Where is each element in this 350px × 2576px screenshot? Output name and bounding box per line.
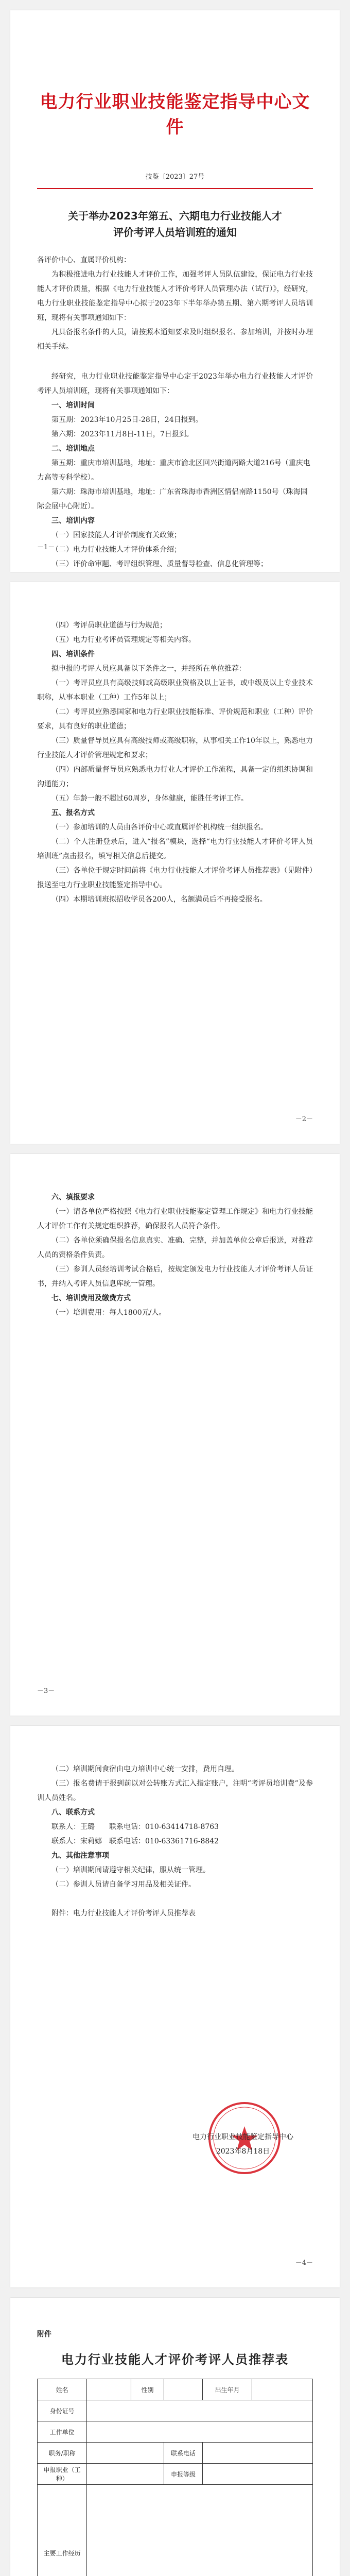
notice-title-line-2: 评价考评人员培训班的通知 [113, 226, 237, 239]
section-5-item: （二）个人注册登录后，进入“报名”模块，选择“电力行业技能人才评价考评人员培训班”点击报名，填写相关信息后提交。 [37, 838, 313, 860]
section-4-item: （四）内部质量督导员应熟悉电力行业人才评价工作流程，具备一定的组织协调和沟通能力； [37, 766, 313, 788]
form-label-birth: 出生年月 [202, 2379, 252, 2400]
section-2-item: 第六期：珠海市培训基地，地址：广东省珠海市香洲区情侣南路1150号（珠海国际会展中心附近）。 [37, 488, 308, 511]
signature-block [192, 2130, 293, 2159]
form-field-id[interactable] [87, 2400, 313, 2421]
section-7-item: （一）培训费用：每人1800元/人。 [51, 1309, 166, 1317]
notice-title [37, 208, 313, 241]
section-7-item: （三）报名费请于报到前以对公转账方式汇入指定账户，注明“考评员培训费”及参训人员姓名。 [37, 1780, 313, 1802]
section-1-item: 第五期：2023年10月25日-28日，24日报到。 [51, 416, 203, 424]
signature-date: 2023年8月18日 [216, 2147, 270, 2156]
form-field-resume[interactable] [87, 2485, 313, 2576]
notice-title-line-1: 关于举办2023年第五、六期电力行业技能人才 [68, 210, 282, 222]
form-label-id: 身份证号 [38, 2400, 87, 2421]
form-label-unit: 工作单位 [38, 2421, 87, 2443]
section-3-item: （一）国家技能人才评价制度有关政策； [51, 531, 181, 539]
attachment-reference: 附件：电力行业技能人才评价考评人员推荐表 [51, 1909, 196, 1918]
form-field-occupation[interactable] [87, 2464, 164, 2485]
intro-paragraph-1: 为积极推进电力行业技能人才评价工作，加强考评人员队伍建设，保证电力行业技能人才评价质量，根据《电力行业技能人才评价考评人员管理办法（试行）》，经研究，电力行业职业技能鉴定指导中心拟于2023年下半年举办第五期、第六期考评人员培训班，现将有关事项通知如下： [37, 270, 313, 322]
contact-line: 联系人：宋莉娜 联系电话：010-63361716-8842 [51, 1837, 219, 1845]
section-4-item: （二）考评员应熟悉国家和电力行业职业技能标准、评价规范和职业（工种）评价要求，具有良好的职业道德； [37, 708, 313, 731]
recommendation-form-table [37, 2379, 313, 2576]
form-label-phone: 联系电话 [164, 2443, 203, 2464]
document-page-1 [10, 10, 340, 572]
table-row [38, 2443, 313, 2464]
page-number: －2－ [295, 1115, 313, 1123]
section-3-item: （三）评价命审题、考评组织管理、质量督导检查、信息化管理等； [51, 560, 268, 568]
section-5-item: （一）参加培训的人员由各评价中心或直属评价机构统一组织报名。 [51, 823, 268, 832]
section-7-heading: 七、培训费用及缴费方式 [51, 1294, 131, 1302]
salutation: 各评价中心、直属评价机构： [37, 256, 131, 264]
section-3-item: （四）考评员职业道德与行为规范； [51, 621, 167, 630]
form-field-gender[interactable] [164, 2379, 203, 2400]
section-5-heading: 五、报名方式 [51, 809, 95, 817]
section-6-item: （二）各单位须确保报名信息真实、准确、完整，并加盖单位公章后报送，对推荐人员的资格条件负责。 [37, 1236, 313, 1259]
table-row [38, 2421, 313, 2443]
training-intro: 经研究，电力行业职业技能鉴定指导中心定于2023年举办电力行业技能人才评价考评人员培训班，现将有关事项通知如下： [37, 372, 313, 395]
form-field-level[interactable] [202, 2464, 312, 2485]
section-1-heading: 一、培训时间 [51, 401, 95, 410]
form-label-occupation: 申报职业（工种） [38, 2464, 87, 2485]
attachment-page [10, 2298, 340, 2576]
page-number: －4－ [295, 2259, 313, 2267]
form-field-birth[interactable] [252, 2379, 313, 2400]
section-9-heading: 九、其他注意事项 [51, 1852, 109, 1860]
section-6-item: （一）请各单位严格按照《电力行业职业技能鉴定管理工作规定》和电力行业技能人才评价工作有关规定组织推荐，确保报名人员符合条件。 [37, 1208, 313, 1230]
red-divider [37, 188, 313, 189]
document-page-2 [10, 582, 340, 1144]
table-row [38, 2464, 313, 2485]
section-5-item: （三）各单位于规定时间前将《电力行业技能人才评价考评人员推荐表》（见附件）报送至电力行业职业技能鉴定指导中心。 [37, 867, 313, 889]
form-label-name: 姓名 [38, 2379, 87, 2400]
section-6-heading: 六、填报要求 [51, 1193, 95, 1201]
section-3-item: （二）电力行业技能人才评价体系介绍； [51, 546, 181, 554]
section-6-item: （三）参训人员经培训考试合格后，按规定颁发电力行业技能人才评价考评人员证书，并纳入考评人员信息库统一管理。 [37, 1265, 313, 1288]
intro-paragraph-2: 凡具备报名条件的人员，请按照本通知要求及时组织报名、参加培训，并按时办理相关手续。 [37, 328, 313, 351]
section-3-item: （五）电力行业考评员管理规定等相关内容。 [51, 636, 196, 644]
section-3-heading: 三、培训内容 [51, 517, 95, 525]
section-4-item: （三）质量督导员应具有高级技师或高级职称，从事相关工作10年以上，熟悉电力行业技能人才评价管理规定和要求； [37, 737, 313, 759]
document-header-title: 电力行业职业技能鉴定指导中心文件 [40, 92, 310, 138]
form-label-level: 申报等级 [164, 2464, 203, 2485]
section-4-heading: 四、培训条件 [51, 650, 95, 658]
document-page-3 [10, 1154, 340, 1716]
page-number: －1－ [37, 544, 55, 551]
table-row [38, 2400, 313, 2421]
form-field-phone[interactable] [202, 2443, 312, 2464]
form-field-name[interactable] [87, 2379, 131, 2400]
section-2-heading: 二、培训地点 [51, 445, 95, 453]
form-label-resume: 主要工作经历 [38, 2485, 87, 2576]
document-number: 技鉴〔2023〕27号 [145, 173, 205, 181]
document-page-4 [10, 1726, 340, 2287]
section-2-item: 第五期：重庆市培训基地，地址：重庆市渝北区回兴街道两路大道216号（重庆电力高等专科学校）。 [37, 459, 310, 482]
form-field-position[interactable] [87, 2443, 164, 2464]
form-label-gender: 性别 [131, 2379, 164, 2400]
section-5-item: （四）本期培训班拟招收学员各200人，名额满员后不再接受报名。 [51, 895, 267, 904]
section-8-heading: 八、联系方式 [51, 1808, 95, 1817]
signature-org: 电力行业职业技能鉴定指导中心 [192, 2133, 293, 2141]
form-title: 电力行业技能人才评价考评人员推荐表 [61, 2352, 289, 2367]
section-4-item: （五）年龄一般不超过60周岁，身体健康，能胜任考评工作。 [51, 794, 248, 803]
page-number: －3－ [37, 1687, 55, 1695]
form-field-unit[interactable] [87, 2421, 313, 2443]
contact-line: 联系人：王璐 联系电话：010-63414718-8763 [51, 1823, 219, 1831]
section-4-item: （一）考评员应具有高级技师或高级职业资格及以上证书，或中级及以上专业技术职称，从事本职业（工种）工作5年以上； [37, 679, 313, 702]
section-7-item: （二）培训期间食宿由电力培训中心统一安排，费用自理。 [51, 1765, 239, 1773]
section-4-intro: 拟申报的考评人员应具备以下条件之一，并经所在单位推荐： [51, 665, 246, 673]
section-9-item: （一）培训期间请遵守相关纪律，服从统一管理。 [51, 1866, 210, 1874]
form-label-position: 职务/职称 [38, 2443, 87, 2464]
attachment-label: 附件 [37, 2330, 51, 2338]
section-9-item: （二）参训人员请自备学习用品及相关证件。 [51, 1880, 196, 1889]
section-1-item: 第六期：2023年11月8日-11日，7日报到。 [51, 430, 194, 438]
table-row [38, 2379, 313, 2400]
table-row [38, 2485, 313, 2576]
